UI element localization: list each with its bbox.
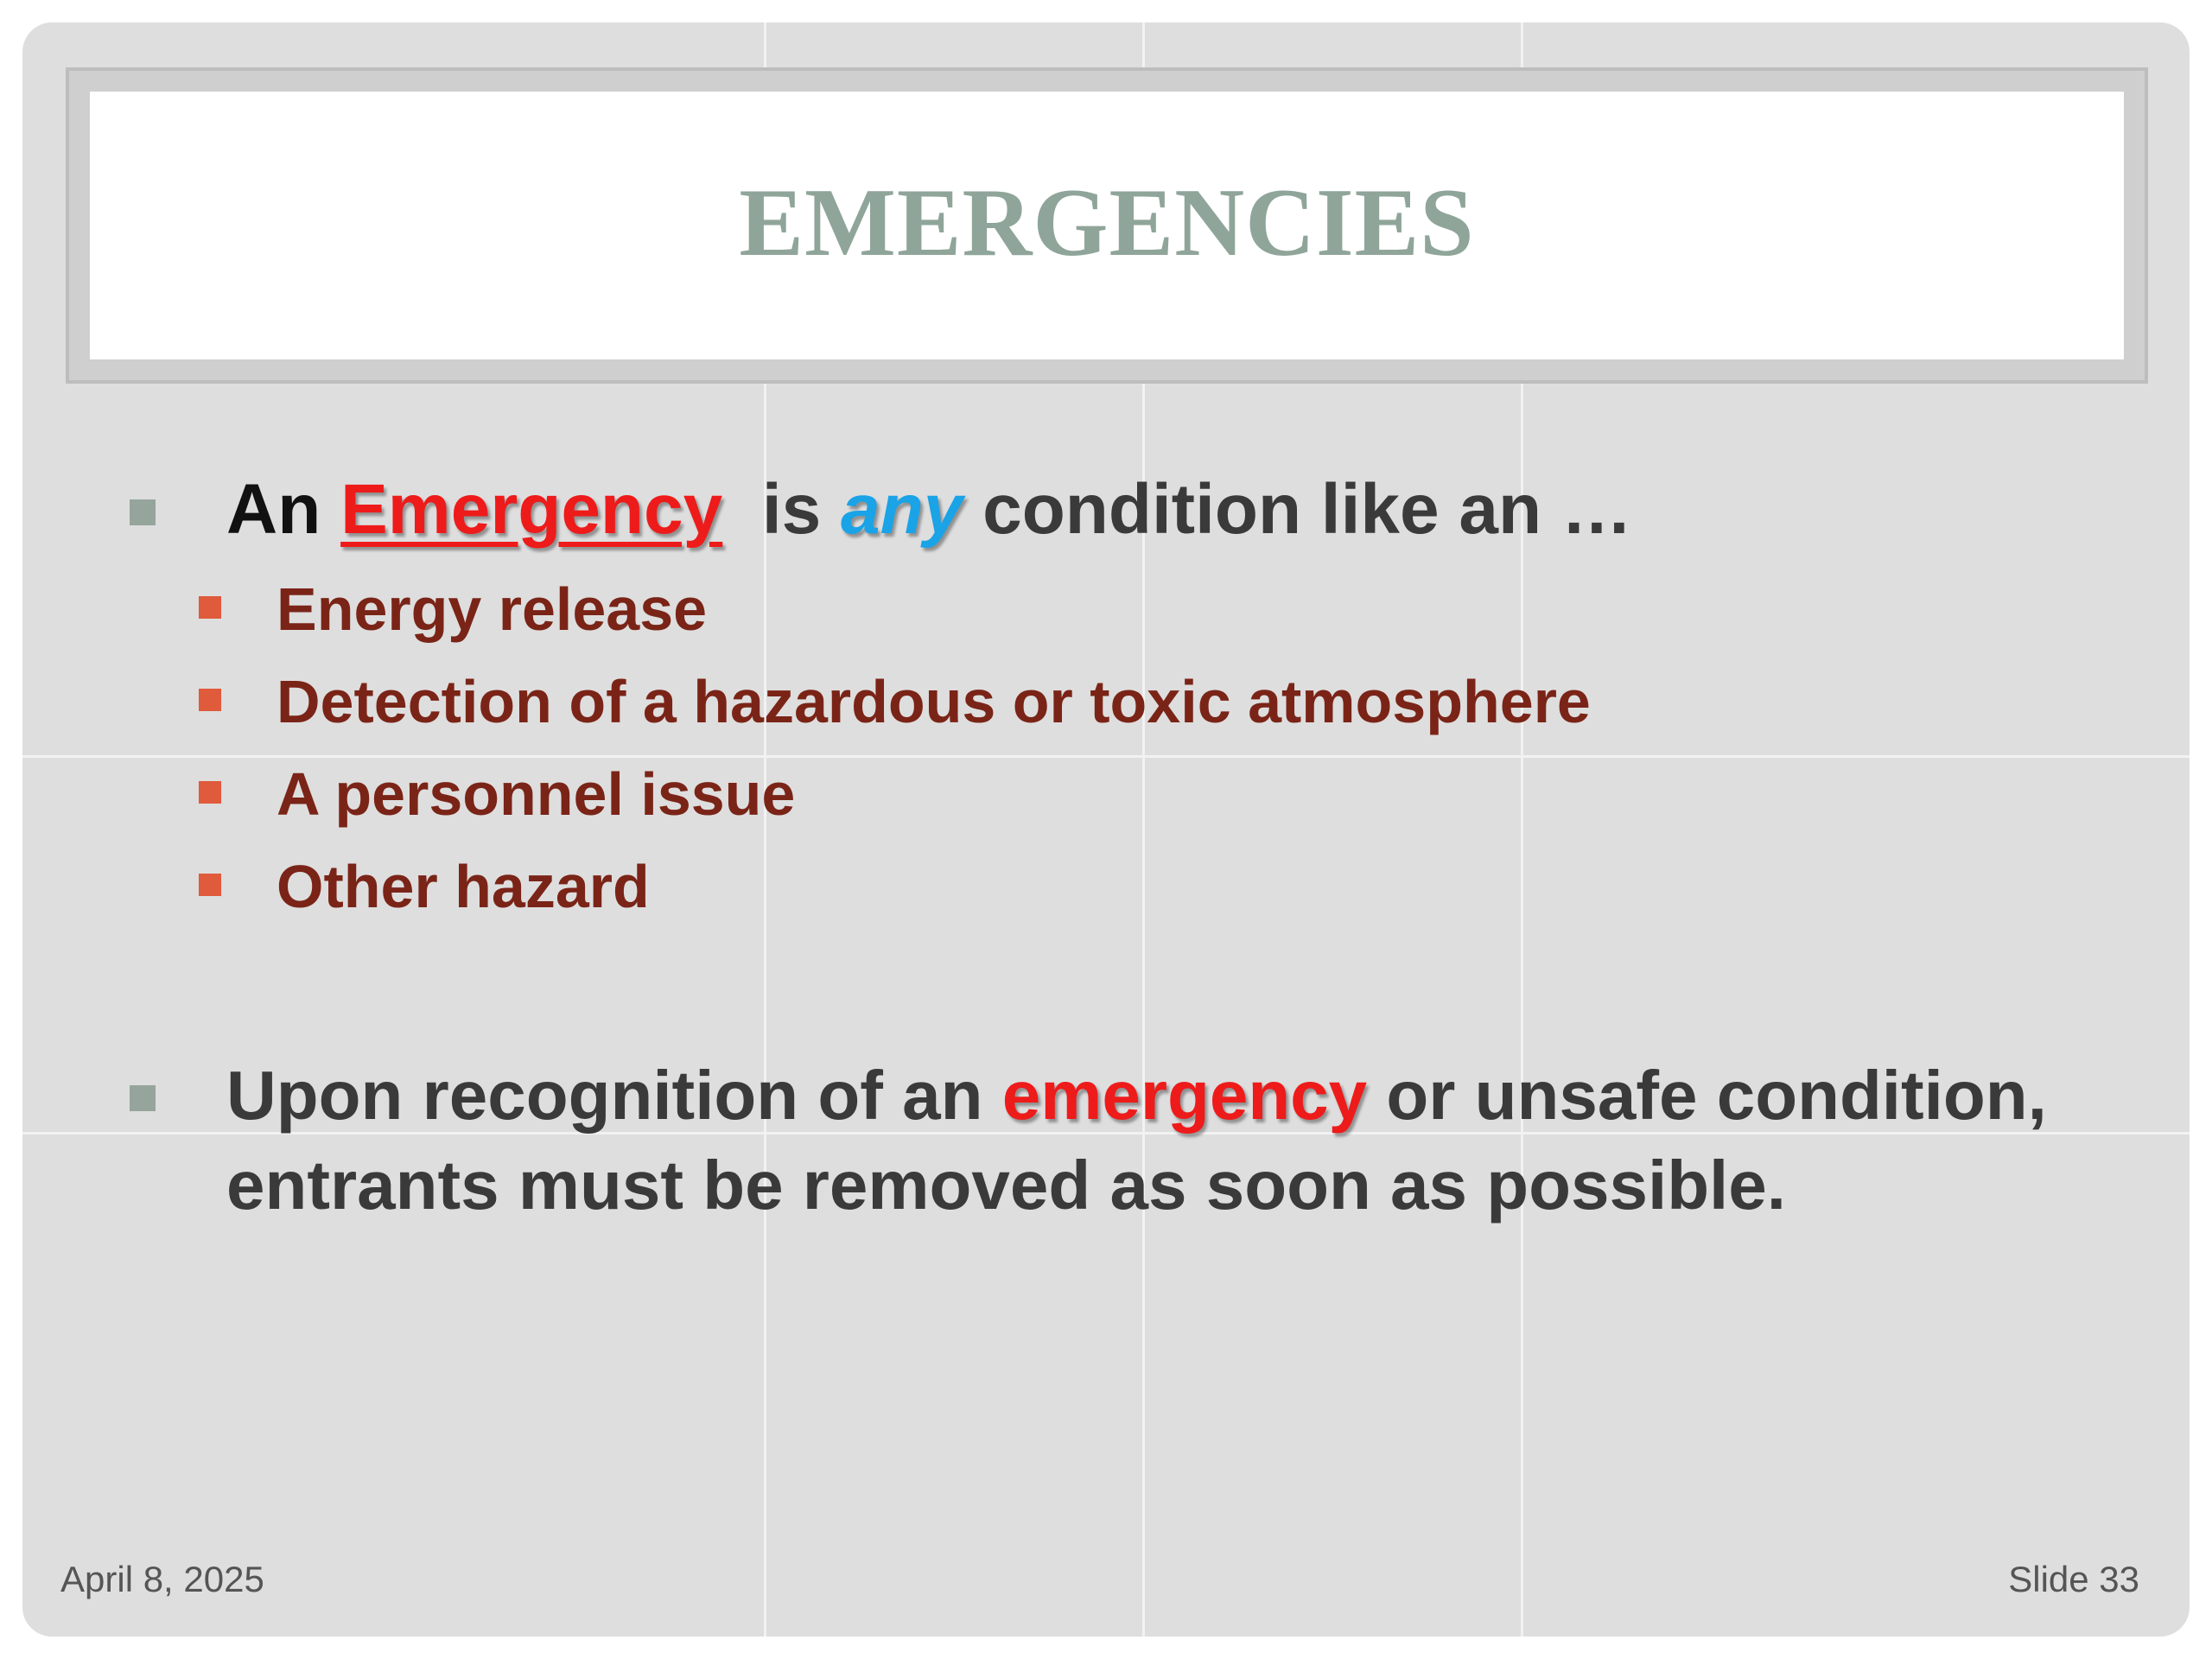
bullet1-word-is: is <box>761 470 822 549</box>
list-item-label: A personnel issue <box>276 760 796 828</box>
bullet-emergency-definition <box>130 461 2082 558</box>
list-item-label: Other hazard <box>276 853 650 920</box>
title-frame <box>66 67 2148 384</box>
list-item <box>199 656 1591 748</box>
square-bullet-icon <box>199 689 221 711</box>
bullet1-rest: condition like an … <box>982 470 1632 549</box>
slide <box>22 22 2190 1637</box>
emergency-conditions-list <box>199 563 1591 933</box>
list-item-label: Energy release <box>276 575 708 643</box>
footer-date: April 8, 2025 <box>60 1559 264 1599</box>
slide-title: EMERGENCIES <box>739 168 1475 276</box>
square-bullet-icon <box>199 781 221 804</box>
bullet1-word-emergency: Emergency <box>340 470 723 549</box>
square-bullet-icon <box>199 874 221 896</box>
bullet-recognition <box>130 1051 2082 1230</box>
square-bullet-icon <box>130 499 156 525</box>
square-bullet-icon <box>130 1085 156 1111</box>
title-box <box>90 92 2124 359</box>
list-item <box>199 841 1591 933</box>
bullet2-word-emergency: emergency <box>1001 1057 1368 1134</box>
list-item-label: Detection of a hazardous or toxic atmosphere <box>276 668 1591 735</box>
square-bullet-icon <box>199 596 221 619</box>
bullet1-word-an: An <box>226 470 321 549</box>
bullet1-word-any: any <box>841 470 963 549</box>
list-item <box>199 748 1591 841</box>
list-item <box>199 563 1591 656</box>
slide-number: Slide 33 <box>2008 1559 2139 1599</box>
bullet2-part1: Upon recognition of an <box>226 1057 983 1134</box>
bullet2-part3: or unsafe condition, entrants must be removed as soon as possible. <box>226 1057 2047 1224</box>
